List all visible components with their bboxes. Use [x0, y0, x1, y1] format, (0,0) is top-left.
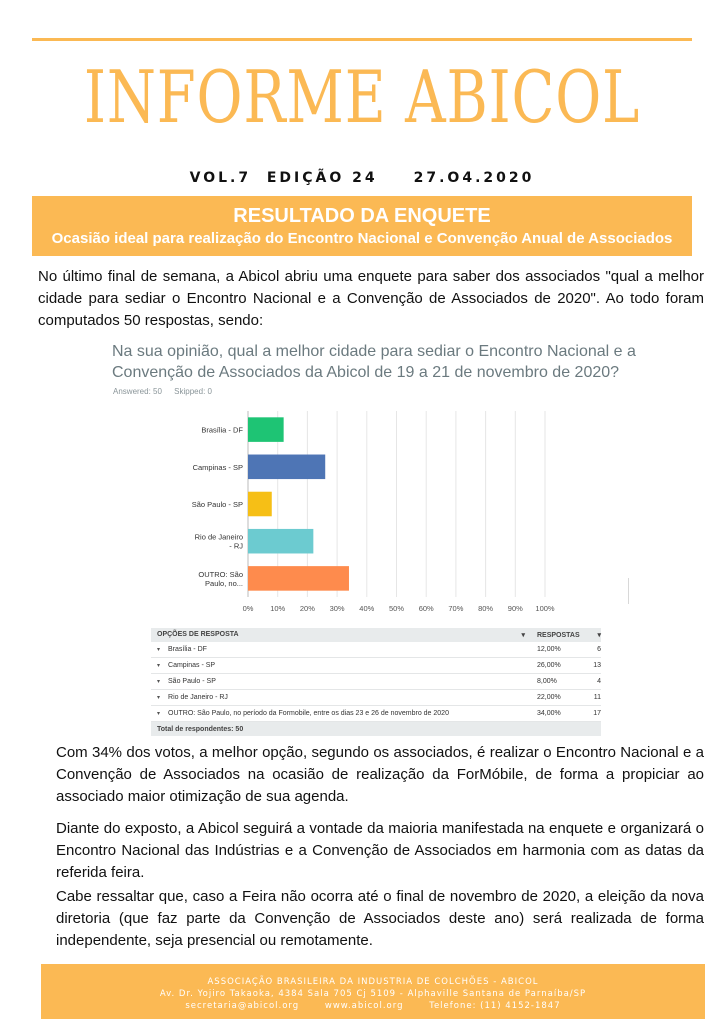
category-label: Brasília - DF: [201, 425, 243, 435]
row-count: 6: [597, 646, 601, 653]
banner-title: RESULTADO DA ENQUETE: [233, 205, 491, 227]
footer-site[interactable]: www.abicol.org: [324, 1001, 404, 1011]
header-option[interactable]: OPÇÕES DE RESPOSTA ▾: [157, 631, 525, 639]
row-percent: 8,00%: [537, 678, 557, 685]
paragraph-1: Com 34% dos votos, a melhor opção, segundo os associados, é realizar o Encontro Nacional e a Convenção de Associados na ocasião de realização da ForMóbile, de forma a propiciar ao associado maior otimização de sua agenda.: [56, 744, 704, 805]
table-row: [151, 706, 601, 722]
category-label: Campinas - SP: [192, 462, 243, 472]
survey-bar-chart: [190, 405, 570, 620]
header-responses[interactable]: RESPOSTAS: [537, 631, 580, 639]
edition: EDIÇÃO 24: [266, 170, 378, 186]
row-option: São Paulo - SP: [168, 678, 216, 685]
row-percent: 34,00%: [537, 710, 561, 717]
paragraph-3: Cabe ressaltar que, caso a Feira não ocorra até o final de novembro de 2020, a eleição da nova diretoria (que faz parte da Convenção de Associados deste ano) será realizada de forma independente, seja presencial ou remotamente.: [56, 888, 704, 949]
expand-caret-icon[interactable]: ▾: [157, 663, 161, 669]
bar: [248, 492, 272, 517]
issue-date: 27.O4.2020: [413, 170, 535, 186]
results-header: [151, 628, 601, 642]
survey-stats: [113, 387, 222, 396]
x-tick-label: 80%: [478, 604, 494, 613]
x-tick-label: 70%: [448, 604, 464, 613]
x-tick-label: 0%: [242, 604, 254, 613]
x-tick-label: 40%: [359, 604, 375, 613]
top-rule: [32, 38, 692, 41]
x-tick-label: 100%: [535, 604, 555, 613]
sort-icon[interactable]: ▾: [521, 632, 525, 639]
row-option: OUTRO: São Paulo, no período da Formobile, entre os dias 23 e 26 de novembro de 2020: [168, 710, 449, 717]
table-row: [151, 690, 601, 706]
expand-caret-icon[interactable]: ▾: [157, 711, 161, 717]
section-banner: [32, 196, 692, 256]
banner-subtitle: Ocasião ideal para realização do Encontro Nacional e Convenção Anual de Associados: [51, 230, 673, 247]
answered-count: Answered: 50: [113, 387, 162, 396]
volume: VOL.7: [189, 170, 252, 186]
expand-caret-icon[interactable]: ▾: [157, 679, 161, 685]
footer-email[interactable]: secretaria@abicol.org: [185, 1001, 300, 1011]
row-count: 17: [593, 710, 601, 717]
intro-paragraph: No último final de semana, a Abicol abriu uma enquete para saber dos associados "qual a melhor cidade para sediar o Encontro Nacional e a Convenção de Associados de 2020". Ao todo foram computados 50 respostas, sendo:: [38, 268, 704, 329]
survey-question: Na sua opinião, qual a melhor cidade para sediar o Encontro Nacional e a Convenção de Associados da Abicol de 19 a 21 de novembro de 2020?: [112, 343, 636, 381]
sort-icon[interactable]: ▾: [597, 632, 601, 639]
row-count: 4: [597, 678, 601, 685]
footer: [41, 964, 705, 1019]
x-tick-label: 90%: [507, 604, 523, 613]
row-percent: 26,00%: [537, 662, 561, 669]
issue-meta: [0, 170, 724, 186]
category-label: São Paulo - SP: [191, 500, 243, 509]
masthead-title: INFORME ABICOL: [83, 55, 641, 139]
skipped-count: Skipped: 0: [174, 387, 212, 396]
table-row: [151, 674, 601, 690]
divider-line: [628, 578, 629, 604]
x-tick-label: 10%: [270, 604, 286, 613]
expand-caret-icon[interactable]: ▾: [157, 647, 161, 653]
bar: [248, 566, 349, 591]
footer-phone: Telefone: (11) 4152-1847: [429, 1001, 561, 1011]
footer-org: ASSOCIAÇÃO BRASILEIRA DA INDUSTRIA DE COLCHÕES - ABICOL: [207, 977, 539, 987]
results-table: [151, 628, 601, 736]
row-count: 13: [593, 662, 601, 669]
table-row: [151, 658, 601, 674]
category-label: Rio de Janeiro - RJ: [194, 532, 243, 551]
row-option: Brasília - DF: [168, 646, 207, 653]
bar: [248, 455, 325, 480]
x-tick-label: 60%: [418, 604, 434, 613]
expand-caret-icon[interactable]: ▾: [157, 695, 161, 701]
footer-address: Av. Dr. Yojiro Takaoka, 4384 Sala 705 Cj 5109 - Alphaville Santana de Parnaíba/SP: [159, 989, 587, 999]
row-option: Campinas - SP: [168, 662, 216, 669]
bar: [248, 529, 313, 554]
row-percent: 22,00%: [537, 694, 561, 701]
row-count: 11: [593, 694, 601, 701]
row-option: Rio de Janeiro - RJ: [168, 694, 228, 701]
x-tick-label: 30%: [329, 604, 345, 613]
category-label: OUTRO: São Paulo, no...: [198, 569, 243, 588]
table-row: [151, 642, 601, 658]
row-percent: 12,00%: [537, 646, 561, 653]
bar: [248, 417, 284, 442]
x-tick-label: 50%: [388, 604, 405, 613]
paragraph-2: Diante do exposto, a Abicol seguirá a vontade da maioria manifestada na enquete e organizará o Encontro Nacional das Indústrias e a Convenção de Associados em harmonia com as datas da referida feira.: [56, 820, 704, 881]
results-total: Total de respondentes: 50: [151, 722, 601, 736]
x-tick-label: 20%: [299, 604, 315, 613]
